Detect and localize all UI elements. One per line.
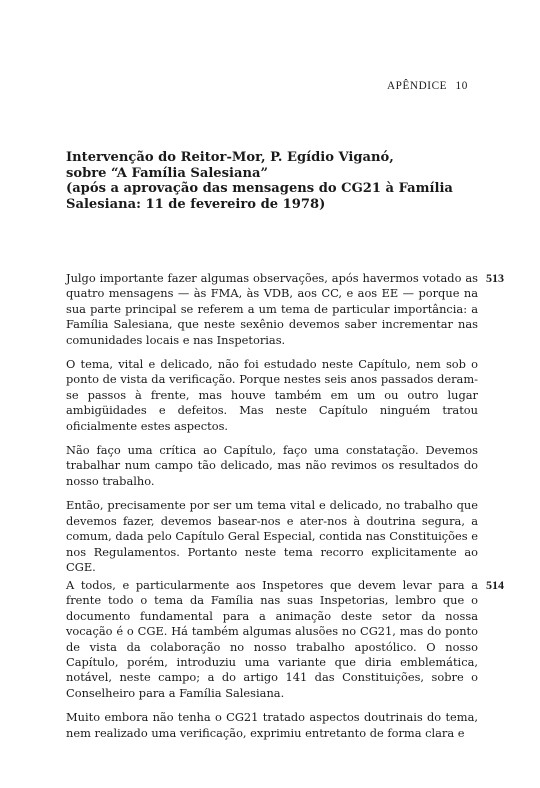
paragraph: A todos, e particularmente aos Inspetores que devem levar para a frente todo o tema da Família nas suas Inspetorias, lembro que o documento fundamental para a animação deste setor da nossa vocação é o CGE. Há também algumas alusões no CG21, mas do ponto de vista da colaboração no nosso trabalho apostólico. O nosso Capítulo, porém, introduziu uma variante que diria emblemática, notável, neste campo; a do artigo 141 das Constituições, sobre o Conselheiro para a Família Salesiana.	[66, 578, 478, 700]
section-514	[66, 578, 504, 750]
header-label: APÊNDICE	[387, 80, 448, 92]
title-line: sobre “A Família Salesiana”	[66, 165, 268, 181]
margin-number: 514	[486, 578, 504, 592]
title-line: (após a aprovação das mensagens do CG21 à Família	[66, 181, 453, 196]
paragraph: O tema, vital e delicado, não foi estudado neste Capítulo, nem sob o ponto de vista da verificação. Porque nestes seis anos passados deram-se passos à frente, mas houve também em um ou outro lugar ambigüidades e defeitos. Mas neste Capítulo ninguém tratou oficialmente estes aspectos.	[66, 357, 478, 433]
paragraph: Não faço uma crítica ao Capítulo, faço uma constatação. Devemos trabalhar num campo tão delicado, mas não revimos os resultados do nosso trabalho.	[66, 443, 478, 488]
paragraph: Julgo importante fazer algumas observações, após havermos votado as quatro mensagens — às FMA, às VDB, aos CC, e aos EE — porque na sua parte principal se referem a um tema de particular importância: a Família Salesiana, que neste sexênio devemos saber incrementar nas comunidades locais e nas Inspetorias.	[66, 271, 478, 347]
section-513	[66, 271, 504, 584]
title-line: Salesiana: 11 de fevereiro de 1978)	[66, 196, 326, 212]
margin-number: 513	[486, 271, 504, 285]
title-line: Intervenção do Reitor-Mor, P. Egídio Viganó,	[66, 150, 394, 165]
running-header	[387, 80, 468, 92]
paragraph: Muito embora não tenha o CG21 tratado aspectos doutrinais do tema, nem realizado uma verificação, exprimiu entretanto de forma clara e	[66, 710, 478, 740]
paragraph: Então, precisamente por ser um tema vital e delicado, no trabalho que devemos fazer, devemos basear-nos e ater-nos à doutrina segura, a comum, dada pelo Capítulo Geral Especial, contida nas Constituições e nos Regulamentos. Portanto neste tema recorro explicitamente ao CGE.	[66, 498, 478, 574]
document-title	[66, 150, 466, 212]
page-number: 10	[455, 80, 468, 92]
